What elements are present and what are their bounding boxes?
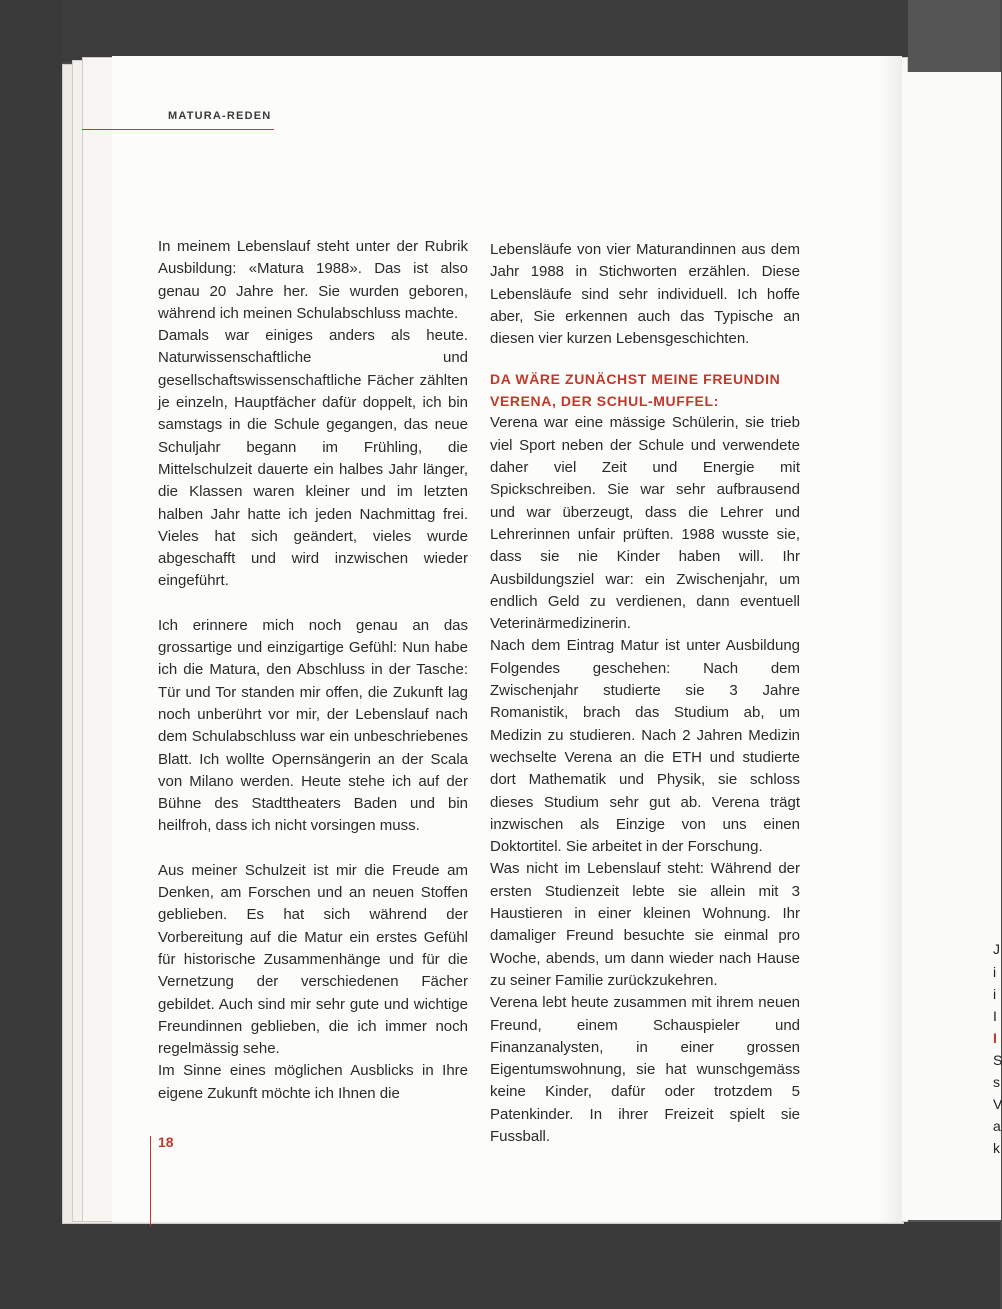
page-number-rule <box>150 1136 151 1226</box>
facing-page-edge <box>900 72 1001 1220</box>
section-heading-line: VERENA, DER SCHUL-MUFFEL: <box>490 393 719 410</box>
facing-page-glyph: s <box>993 1074 1000 1090</box>
facing-page-glyph: V <box>993 1096 1002 1112</box>
scan-background-top <box>0 0 1000 62</box>
facing-page-glyph: i <box>993 964 997 980</box>
paragraph: Verena war eine mässige Schülerin, sie trieb viel Sport neben der Schule und verwendete daher viel Zeit und Energie mit Spickschreiben. Sie war sehr aufbrausend und war überzeugt, dass die Lehrer und Lehrerinnen unfair prüften. 1988 wusste sie, dass sie nie Kinder haben will. Ihr Ausbildungsziel war: ein Zwischenjahr, um endlich Geld zu verdienen, dann eventuell Veterinärmedizinerin. <box>490 414 800 633</box>
page-number: 18 <box>158 1134 174 1150</box>
left-column <box>158 236 468 1105</box>
facing-page-glyph: I <box>993 1008 997 1024</box>
paragraph: Aus meiner Schulzeit ist mir die Freude am Denken, am Forschen und an neuen Stoffen geblieben. Es hat sich während der Vorbereitung auf die Matur ein erstes Gefühl für historische Zusammenhänge und für die Vernetzung der verschiedenen Fächer gebildet. Auch sind mir sehr gute und wichtige Freundinnen geblieben, die ich immer noch regelmässig sehe. <box>158 861 468 1058</box>
paragraph: Im Sinne eines möglichen Ausblicks in Ihre eigene Zukunft möchte ich Ihnen die <box>158 1062 468 1102</box>
section-heading-line: DA WÄRE ZUNÄCHST MEINE FREUNDIN <box>490 371 781 388</box>
book-page <box>112 56 902 1222</box>
facing-page-glyph: S <box>993 1052 1002 1068</box>
header-rule <box>82 129 274 130</box>
paragraph: Verena lebt heute zusammen mit ihrem neuen Freund, einem Schauspieler und Finanzanalysten, in einer grossen Eigentumswohnung, sie hat wunschgemäss keine Kinder, dafür oder trotzdem 5 Patenkinder. In ihrer Freizeit spielt sie Fussball. <box>490 994 800 1145</box>
facing-page-glyph: J <box>993 941 1000 957</box>
scan-background-left <box>0 0 62 1309</box>
scan-background-bottom <box>0 1222 1000 1309</box>
right-column <box>490 239 800 1148</box>
spine-shadow <box>878 56 902 1222</box>
paragraph: Nach dem Eintrag Matur ist unter Ausbildung Folgendes geschehen: Nach dem Zwischenjahr studierte sie 3 Jahre Romanistik, brach das Studium ab, um Medizin zu studieren. Nach 2 Jahren Medizin wechselte Verena an die ETH und studierte dort Mathematik und Physik, sie schloss dieses Studium sehr gut ab. Verena trägt inzwischen als Einzige von uns einen Doktortitel. Sie arbeitet in der Forschung. <box>490 637 800 856</box>
paragraph: Ich erinnere mich noch genau an das grossartige und einzigartige Gefühl: Nun habe ich die Matura, den Abschluss in der Tasche: Tür und Tor standen mir offen, die Zukunft lag noch unberührt vor mir, der Lebenslauf nach dem Schulabschluss war ein unbeschriebenes Blatt. Ich wollte Opernsängerin an der Scala von Milano werden. Heute stehe ich auf der Bühne des Stadttheaters Baden und bin heilfroh, dass ich nicht vorsingen muss. <box>158 616 468 835</box>
running-header: MATURA-REDEN <box>168 110 272 122</box>
facing-page-glyph: I <box>993 1030 997 1046</box>
paragraph: In meinem Lebenslauf steht unter der Rubrik Ausbildung: «Matura 1988». Das ist also genau 20 Jahre her. Sie wurden geboren, während ich meinen Schulabschluss machte. <box>158 238 468 322</box>
paragraph: Was nicht im Lebenslauf steht: Während der ersten Studienzeit lebte sie allein mit 3 Haustieren in einer kleinen Wohnung. Ihr damaliger Freund besuchte sie einmal pro Woche, abends, um dann wieder nach Hause zu seiner Familie zurückzukehren. <box>490 860 800 989</box>
facing-page-glyph: i <box>993 986 997 1002</box>
paragraph: Damals war einiges anders als heute. Naturwissenschaftliche und gesellschaftswissenschaftliche Fächer zählten je einzeln, Hauptfächer dafür doppelt, ich bin samstags in die Schule gegangen, das neue Schuljahr begann im Frühling, die Mittelschulzeit dauerte ein halbes Jahr länger, die Klassen waren kleiner und im letzten halben Jahr hatte ich jeden Nachmittag frei. Vieles hat sich geändert, vieles wurde abgeschafft und wird inzwischen wieder eingeführt. <box>158 327 468 590</box>
facing-page-glyph: k <box>993 1140 1000 1156</box>
section-heading <box>490 368 800 412</box>
paragraph: Lebensläufe von vier Maturandinnen aus dem Jahr 1988 in Stichworten erzählen. Diese Lebensläufe sind sehr individuell. Ich hoffe aber, Sie erkennen auch das Typische an diesen vier kurzen Lebensgeschichten. <box>490 241 800 348</box>
facing-page-glyph: a <box>993 1118 1001 1134</box>
